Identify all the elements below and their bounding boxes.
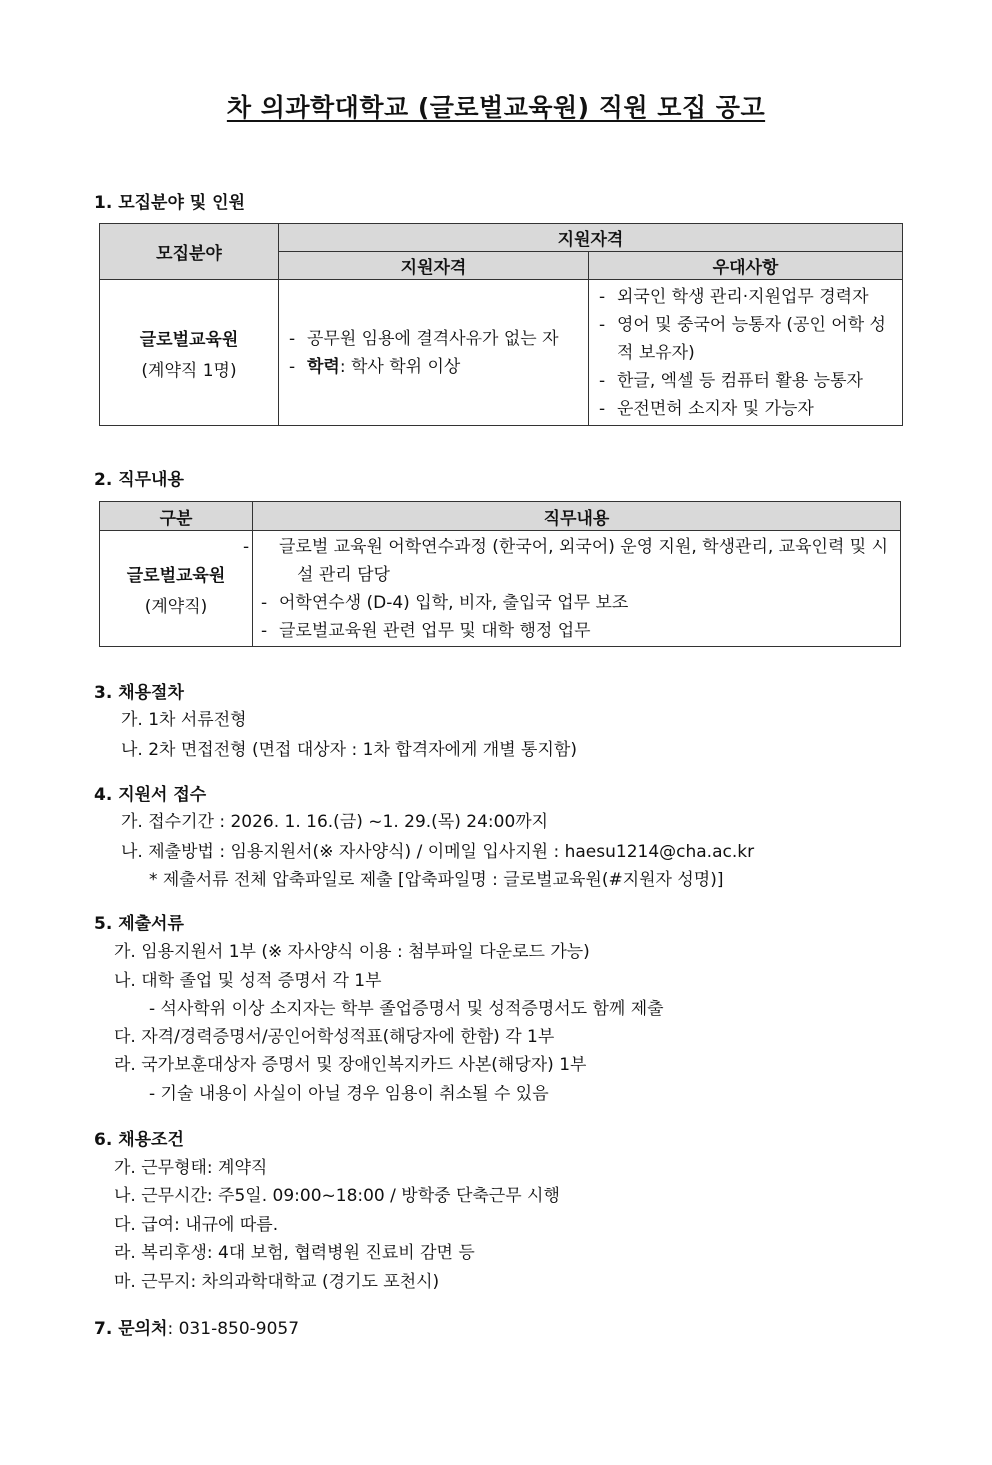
field-name: 글로벌교육원 bbox=[139, 329, 239, 350]
duty-field-cell bbox=[100, 531, 253, 647]
duty-item: - 어학연수생 (D-4) 입학, 비자, 출입국 업무 보조 bbox=[253, 589, 892, 617]
contact-phone: : 031-850-9057 bbox=[167, 1319, 300, 1339]
condition-item: 다. 급여: 내규에 따름. bbox=[114, 1215, 279, 1235]
page-title: 차 의과학대학교 (글로벌교육원) 직원 모집 공고 bbox=[226, 93, 766, 122]
section-2-heading: 2. 직무내용 bbox=[94, 470, 184, 490]
section-6-heading: 6. 채용조건 bbox=[94, 1130, 184, 1150]
header-duty: 직무내용 bbox=[253, 502, 901, 531]
qualification-label: 학력 bbox=[307, 356, 340, 377]
document-note: - 석사학위 이상 소지자는 학부 졸업증명서 및 성적증명서도 함께 제출 bbox=[149, 999, 664, 1019]
contact-line bbox=[94, 1314, 299, 1339]
header-division: 구분 bbox=[100, 502, 253, 531]
application-item: 나. 제출방법 : 임용지원서(※ 자사양식) / 이메일 입사지원 : haesu1214@cha.ac.kr bbox=[121, 842, 755, 862]
duty-field-name: 글로벌교육원 bbox=[126, 565, 226, 586]
section-3-heading: 3. 채용절차 bbox=[94, 683, 184, 703]
document-item: 나. 대학 졸업 및 성적 증명서 각 1부 bbox=[114, 971, 382, 991]
duty-cell bbox=[253, 531, 901, 647]
qualification-item bbox=[281, 353, 588, 381]
duty-field-sub: (계약직) bbox=[144, 596, 208, 617]
duty-item: - 글로벌 교육원 어학연수과정 (한국어, 외국어) 운영 지원, 학생관리, 교육인력 및 시설 관리 담당 bbox=[253, 533, 892, 589]
preference-item: - 한글, 엑셀 등 컴퓨터 활용 능통자 bbox=[591, 367, 896, 395]
condition-item: 라. 복리후생: 4대 보험, 협력병원 진료비 감면 등 bbox=[114, 1243, 475, 1263]
condition-item: 나. 근무시간: 주5일. 09:00~18:00 / 방학중 단축근무 시행 bbox=[114, 1186, 560, 1206]
preference-cell bbox=[589, 280, 903, 426]
header-preference: 우대사항 bbox=[589, 252, 903, 280]
field-cell bbox=[100, 280, 279, 426]
section-1-heading: 1. 모집분야 및 인원 bbox=[94, 193, 245, 213]
section-5-heading: 5. 제출서류 bbox=[94, 914, 184, 934]
application-item: 가. 접수기간 : 2026. 1. 16.(금) ~1. 29.(목) 24:00까지 bbox=[121, 812, 549, 832]
preference-item: - 운전면허 소지자 및 가능자 bbox=[591, 395, 896, 423]
duty-item: - 글로벌교육원 관련 업무 및 대학 행정 업무 bbox=[253, 617, 892, 645]
condition-item: 가. 근무형태: 계약직 bbox=[114, 1158, 268, 1178]
qualification-item: - 공무원 임용에 결격사유가 없는 자 bbox=[281, 325, 588, 353]
document-note: - 기술 내용이 사실이 아닐 경우 임용이 취소될 수 있음 bbox=[149, 1084, 549, 1104]
qualification-text: : 학사 학위 이상 bbox=[339, 356, 461, 377]
header-field: 모집분야 bbox=[100, 224, 279, 280]
application-note: * 제출서류 전체 압축파일로 제출 [압축파일명 : 글로벌교육원(#지원자 성명)] bbox=[149, 870, 724, 890]
procedure-item: 나. 2차 면접전형 (면접 대상자 : 1차 합격자에게 개별 통지함) bbox=[121, 740, 577, 760]
preference-item: - 영어 및 중국어 능통자 (공인 어학 성적 보유자) bbox=[591, 311, 896, 367]
preference-item: - 외국인 학생 관리·지원업무 경력자 bbox=[591, 283, 896, 311]
field-sub: (계약직 1명) bbox=[141, 360, 237, 381]
header-qualification-group: 지원자격 bbox=[279, 224, 903, 252]
condition-item: 마. 근무지: 차의과학대학교 (경기도 포천시) bbox=[114, 1272, 440, 1292]
duty-table bbox=[99, 501, 901, 647]
qualification-cell bbox=[279, 280, 589, 426]
document-item: 라. 국가보훈대상자 증명서 및 장애인복지카드 사본(해당자) 1부 bbox=[114, 1055, 587, 1075]
document-item: 다. 자격/경력증명서/공인어학성적표(해당자에 한함) 각 1부 bbox=[114, 1027, 555, 1047]
section-7-heading: 7. 문의처 bbox=[94, 1319, 168, 1339]
section-4-heading: 4. 지원서 접수 bbox=[94, 785, 207, 805]
procedure-item: 가. 1차 서류전형 bbox=[121, 710, 247, 730]
header-qualification: 지원자격 bbox=[279, 252, 589, 280]
document-item: 가. 임용지원서 1부 (※ 자사양식 이용 : 첨부파일 다운로드 가능) bbox=[114, 942, 590, 962]
recruit-table bbox=[99, 223, 903, 426]
